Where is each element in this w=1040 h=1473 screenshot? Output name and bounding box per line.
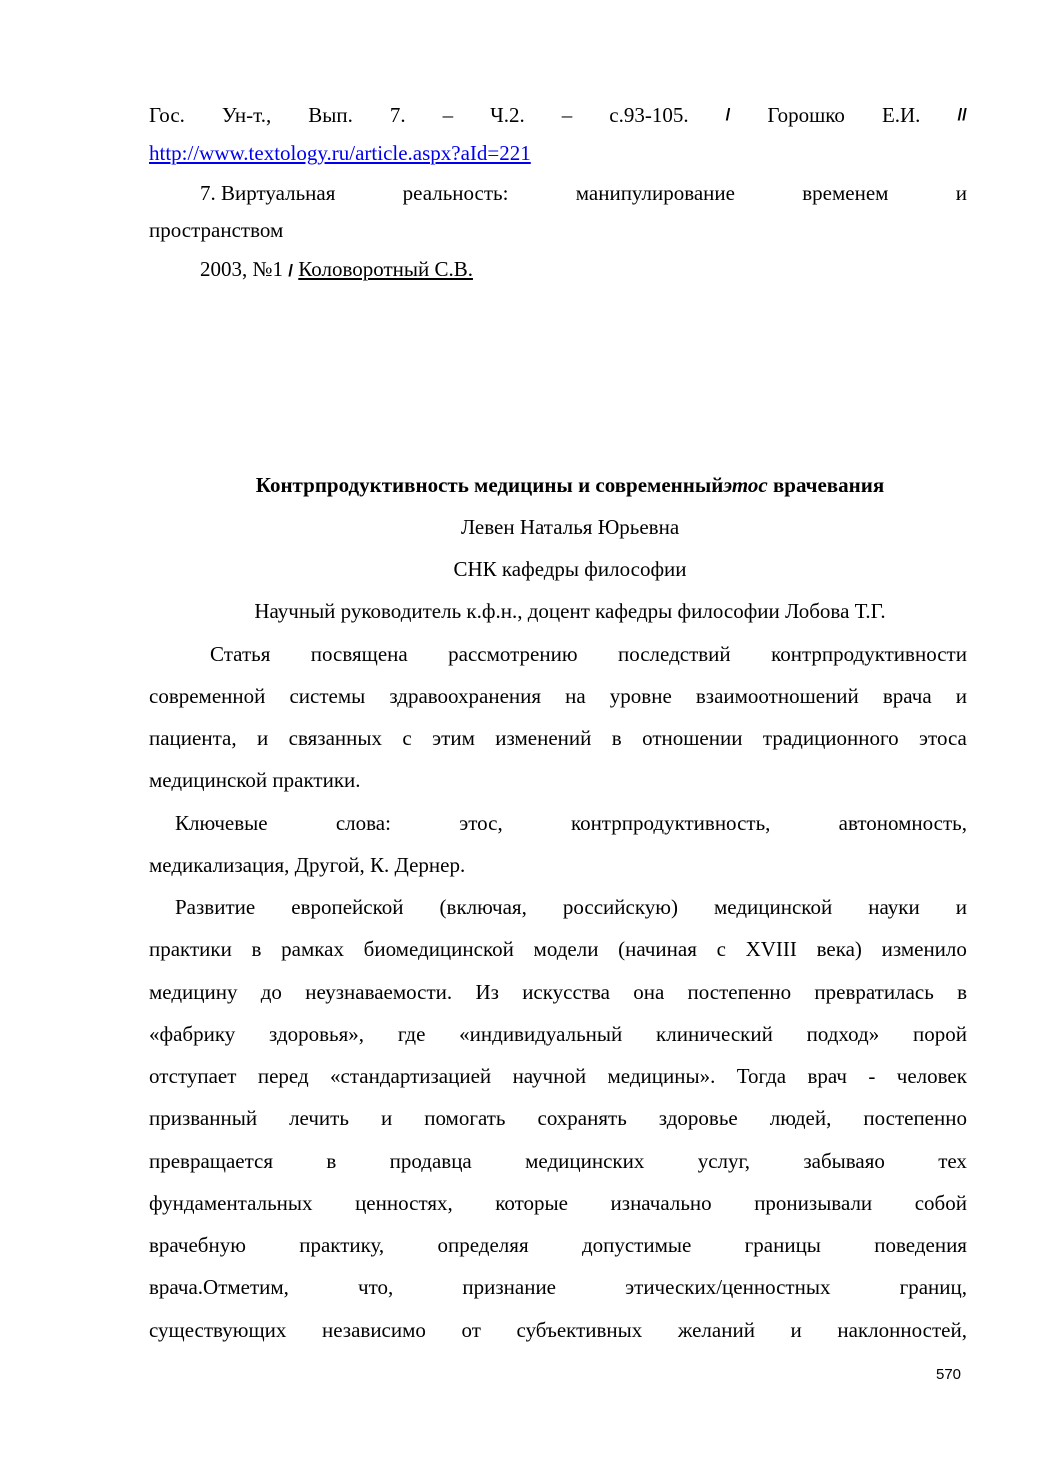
body-line-word: пронизывали: [754, 1191, 873, 1215]
body-line-word: неузнаваемости.: [305, 980, 453, 1004]
body-line-word: (начиная: [618, 937, 697, 961]
abstract-line2-word: врача: [882, 684, 932, 708]
body-line-word: порой: [912, 1022, 967, 1046]
body-line-word: поведения: [874, 1233, 967, 1257]
title-part2: врачевания: [767, 473, 885, 497]
abstract-line3-word: изменений: [495, 726, 592, 750]
body-line: [175, 894, 967, 920]
body-line-word: изменило: [881, 937, 967, 961]
body-line-word: Развитие: [175, 895, 256, 919]
body-line-word: Тогда: [736, 1064, 787, 1088]
abstract-line1-word: последствий: [617, 642, 731, 666]
abstract-line2-word: и: [955, 684, 967, 708]
body-line-word: европейской: [291, 895, 404, 919]
body-line-word: (включая,: [439, 895, 527, 919]
abstract-line4: медицинской практики.: [149, 768, 361, 792]
article-author: Левен Наталья Юрьевна: [460, 515, 680, 539]
body-line-word: что,: [358, 1275, 394, 1299]
body-line-word: XVIII: [745, 937, 797, 961]
ref7-line2: пространством: [149, 218, 284, 242]
ref7-issue: 2003, №1: [200, 257, 284, 281]
body-line-word: «стандартизацией: [330, 1064, 492, 1088]
body-line-word: врачебную: [149, 1233, 246, 1257]
body-line-word: здоровья»,: [269, 1022, 365, 1046]
body-line-word: ценностях,: [355, 1191, 453, 1215]
body-line-word: субъективных: [516, 1318, 643, 1342]
abstract-line3-word: пациента,: [149, 726, 237, 750]
title-italic: этос: [723, 473, 768, 497]
body-line-word: существующих: [149, 1318, 287, 1342]
body-line-word: тех: [938, 1149, 967, 1173]
body-line-word: где: [397, 1022, 426, 1046]
abstract-line3-word: этим: [432, 726, 475, 750]
ref7-slash: /: [288, 261, 294, 280]
article-supervisor: Научный руководитель к.ф.н., доцент кафедры философии Лобова Т.Г.: [254, 599, 886, 623]
body-line-word: призванный: [149, 1106, 258, 1130]
body-line-word: забываяо: [803, 1149, 885, 1173]
body-line-word: века): [816, 937, 862, 961]
body-line-word: постепенно: [863, 1106, 967, 1130]
ref6-link-line: [149, 140, 967, 166]
body-line-word: медицины».: [607, 1064, 716, 1088]
ref6-line1-word: Ун-т.,: [221, 103, 272, 127]
body-line: [149, 1105, 967, 1131]
body-line-word: желаний: [677, 1318, 755, 1342]
body-line: [149, 979, 967, 1005]
ref7-line3: [200, 256, 1018, 284]
body-line-word: здоровье: [658, 1106, 738, 1130]
body-line-word: научной: [512, 1064, 587, 1088]
body-line-word: до: [260, 980, 282, 1004]
body-line-word: наклонностей,: [837, 1318, 967, 1342]
body-line-word: продавца: [389, 1149, 472, 1173]
body-line: [149, 1317, 967, 1343]
abstract-line1-word: посвящена: [310, 642, 408, 666]
body-line-word: в: [251, 937, 262, 961]
body-line-word: границы: [744, 1233, 821, 1257]
abstract-line2-word: современной: [149, 684, 266, 708]
ref7-line1-word: и: [955, 181, 967, 205]
ref7-line1-word: 7. Виртуальная: [200, 181, 336, 205]
body-line-word: «фабрику: [149, 1022, 236, 1046]
body-line-word: с: [716, 937, 726, 961]
body-line-word: медицинской: [714, 895, 833, 919]
ref6-line1-word: Е.И.: [881, 103, 921, 127]
ref6-line1-word: Ч.2.: [490, 103, 525, 127]
abstract-line3-word: традиционного: [762, 726, 899, 750]
body-line-word: независимо: [321, 1318, 426, 1342]
body-line-word: услуг,: [697, 1149, 750, 1173]
body-line-word: она: [633, 980, 665, 1004]
body-line: [149, 1148, 967, 1174]
body-line-word: модели: [533, 937, 599, 961]
body-line-word: врач: [807, 1064, 847, 1088]
abstract-line3-word: в: [611, 726, 622, 750]
body-line-word: биомедицинской: [363, 937, 514, 961]
body-line-word: «индивидуальный: [459, 1022, 623, 1046]
abstract-line3-word: и: [257, 726, 269, 750]
ref6-link[interactable]: http://www.textology.ru/article.aspx?aId=221: [149, 141, 531, 165]
ref6-line1-word: –: [442, 103, 454, 127]
body-line-word: границ,: [899, 1275, 967, 1299]
title-part1: Контрпродуктивность медицины и современный: [255, 473, 724, 497]
body-line-word: изначально: [610, 1191, 712, 1215]
ref7-line1-word: реальность:: [402, 181, 509, 205]
ref6-line1-word: 7.: [389, 103, 406, 127]
abstract-line1: [210, 641, 967, 667]
keywords-line1-word: слова:: [335, 811, 391, 835]
ref7-line1-word: временем: [802, 181, 889, 205]
body-line-word: клинический: [656, 1022, 773, 1046]
abstract-line3-word: связанных: [288, 726, 382, 750]
body-line-word: медицину: [149, 980, 238, 1004]
body-line-word: врача.Отметим,: [149, 1275, 289, 1299]
abstract-line2-word: здравоохранения: [389, 684, 542, 708]
keywords-line1-word: контрпродуктивность,: [570, 811, 771, 835]
abstract-line2: [149, 683, 967, 709]
ref6-line1: [149, 102, 967, 128]
body-line: [149, 1021, 967, 1047]
body-line-word: Из: [475, 980, 499, 1004]
body-line-word: искусства: [522, 980, 610, 1004]
body-line-word: российскую): [562, 895, 678, 919]
abstract-line2-word: уровне: [609, 684, 672, 708]
body-line-word: лечить: [289, 1106, 349, 1130]
body-line: [149, 1063, 967, 1089]
body-line-word: признание: [462, 1275, 557, 1299]
body-line-word: помогать: [424, 1106, 506, 1130]
body-line-word: науки: [868, 895, 920, 919]
abstract-line1-word: контрпродуктивности: [771, 642, 967, 666]
article-title: [130, 472, 1010, 498]
body-line-word: и: [790, 1318, 802, 1342]
body-line: [149, 1232, 967, 1258]
body-line-word: этических/ценностных: [625, 1275, 831, 1299]
page-number: 570: [936, 1366, 962, 1383]
body-line-word: постепенно: [687, 980, 792, 1004]
body-line-word: отступает: [149, 1064, 237, 1088]
keywords-line1-word: автономность,: [838, 811, 967, 835]
body-line-word: сохранять: [537, 1106, 627, 1130]
body-line-word: превратилась: [814, 980, 934, 1004]
body-line-word: фундаментальных: [149, 1191, 313, 1215]
body-line-word: практики: [149, 937, 232, 961]
body-line-word: в: [957, 980, 967, 1004]
body-line-word: медицинских: [525, 1149, 645, 1173]
abstract-line1-word: Статья: [210, 642, 271, 666]
ref6-line1-word: Гос.: [149, 103, 185, 127]
body-line-word: превращается: [149, 1149, 274, 1173]
ref6-line1-word: Горошко: [767, 103, 845, 127]
body-line-word: людей,: [769, 1106, 832, 1130]
ref6-line1-word: с.93-105.: [609, 103, 689, 127]
abstract-line3-word: этоса: [919, 726, 967, 750]
ref7-author: Коловоротный С.В.: [298, 257, 473, 281]
ref6-line1-word: //: [957, 105, 967, 124]
body-line-word: допустимые: [581, 1233, 692, 1257]
keywords-line1: [175, 810, 967, 836]
abstract-line3: [149, 725, 967, 751]
body-line-word: собой: [914, 1191, 967, 1215]
ref6-line1-word: Вып.: [308, 103, 353, 127]
article-affiliation: СНК кафедры философии: [453, 557, 687, 581]
abstract-line3-word: с: [402, 726, 412, 750]
abstract-line2-word: на: [565, 684, 586, 708]
body-line-word: перед: [257, 1064, 309, 1088]
body-line-word: -: [868, 1064, 876, 1088]
keywords-line1-word: Ключевые: [175, 811, 268, 835]
keywords-line2: медикализация, Другой, К. Дернер.: [149, 853, 466, 877]
abstract-line3-word: отношении: [642, 726, 743, 750]
body-line-word: которые: [495, 1191, 568, 1215]
ref7-line1-word: манипулирование: [575, 181, 735, 205]
body-line: [149, 1190, 967, 1216]
ref7-line1: [200, 180, 967, 206]
body-line: [149, 1274, 967, 1300]
body-line-word: подход»: [806, 1022, 880, 1046]
abstract-line2-word: взаимоотношений: [695, 684, 859, 708]
body-line-word: в: [326, 1149, 337, 1173]
keywords-line1-word: этос,: [459, 811, 503, 835]
body-line-word: определяя: [437, 1233, 529, 1257]
body-line-word: человек: [896, 1064, 967, 1088]
body-line-word: и: [955, 895, 967, 919]
body-line-word: рамках: [281, 937, 344, 961]
abstract-line1-word: рассмотрению: [448, 642, 578, 666]
body-line: [149, 936, 967, 962]
body-line-word: и: [380, 1106, 393, 1130]
body-line-word: практику,: [299, 1233, 385, 1257]
abstract-line2-word: системы: [289, 684, 366, 708]
ref6-line1-word: /: [725, 105, 731, 124]
ref6-line1-word: –: [561, 103, 573, 127]
body-line-word: от: [461, 1318, 481, 1342]
